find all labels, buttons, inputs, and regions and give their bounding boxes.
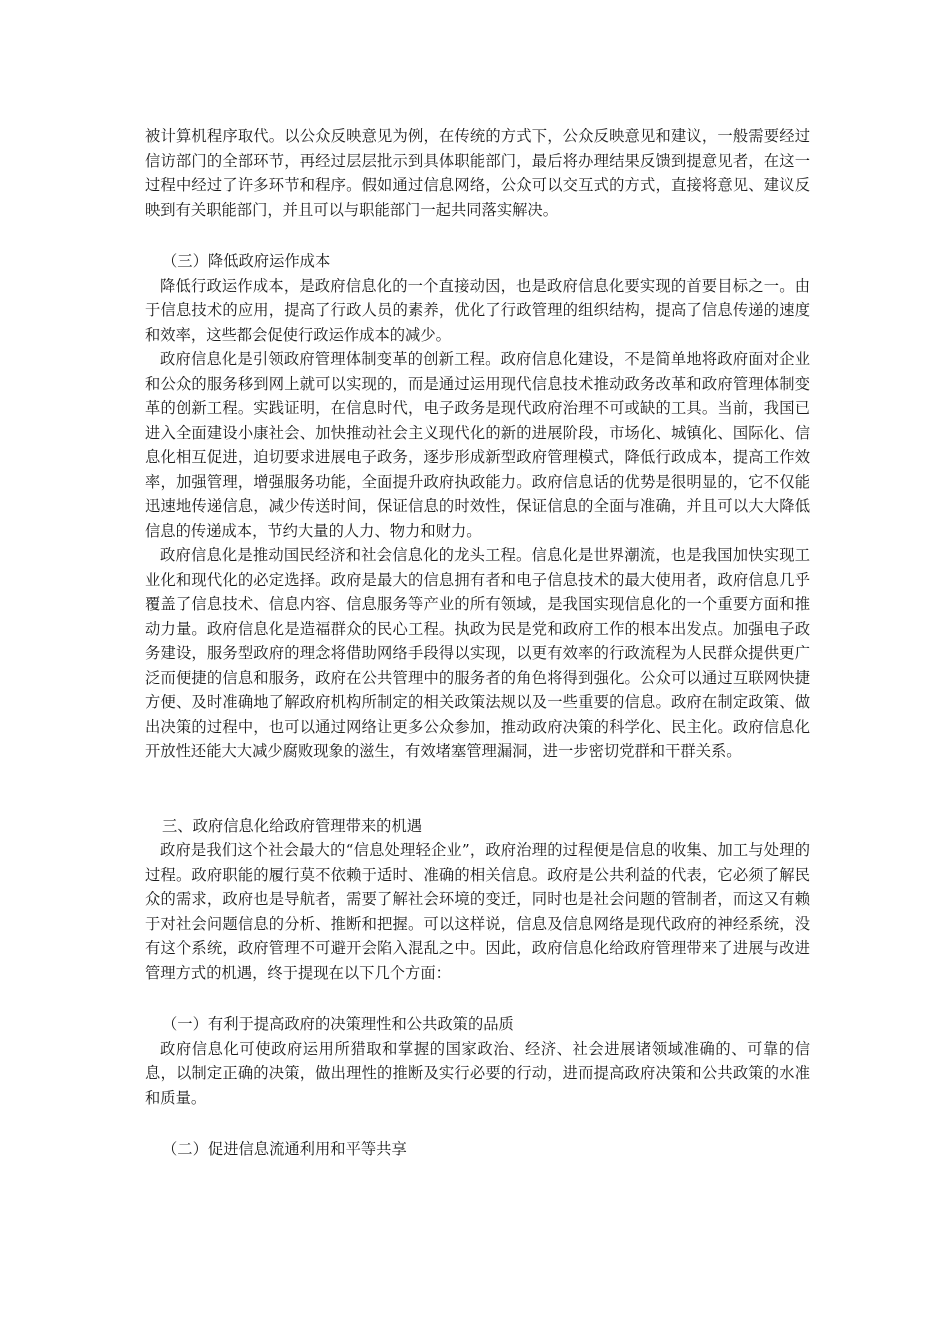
paragraph-innovation-project: 政府信息化是引领政府管理体制变革的创新工程。政府信息化建设，不是简单地将政府面对企业和公众的服务移到网上就可以实现的，而是通过运用现代信息技术推动政务改革和政府管理体制变革的创新工程。实践证明，在信息时代，电子政务是现代政府治理不可或缺的工具。当前，我国已进入全面建设小康社会、加快推动社会主义现代化的新的进展阶段，市场化、城镇化、国际化、信息化相互促进，迫切要求进展电子政务，逐步形成新型政府管理模式，降低行政成本，提高工作效率，加强管理，增强服务功能，全面提升政府执政能力。政府信息话的优势是很明显的，它不仅能迅速地传递信息，减少传送时间，保证信息的时效性，保证信息的全面与准确，并且可以大大降低信息的传递成本，节约大量的人力、物力和财力。 bbox=[145, 350, 810, 540]
section-heading-2: （二）促进信息流通利用和平等共享 bbox=[162, 1140, 407, 1158]
document-page bbox=[145, 124, 810, 1162]
spacer bbox=[145, 222, 810, 249]
section-heading-1: （一）有利于提高政府的决策理性和公共政策的品质 bbox=[162, 1015, 514, 1033]
section-heading-3: （三）降低政府运作成本 bbox=[162, 252, 331, 270]
paragraph-continued: 被计算机程序取代。以公众反映意见为例，在传统的方式下，公众反映意见和建议，一般需要经过信访部门的全部环节，再经过层层批示到具体职能部门，最后将办理结果反馈到提意见者，在这一过程中经过了许多环节和程序。假如通过信息网络，公众可以交互式的方式，直接将意见、建议反映到有关职能部门，并且可以与职能部门一起共同落实解决。 bbox=[145, 127, 810, 219]
chapter-heading-opportunities: 三、政府信息化给政府管理带来的机遇 bbox=[162, 816, 423, 835]
paragraph-cost-reduction: 降低行政运作成本，是政府信息化的一个直接动因，也是政府信息化要实现的首要目标之一。由于信息技术的应用，提高了行政人员的素养，优化了行政管理的组织结构，提高了信息传递的速度和效率，这些都会促使行政运作成本的减少。 bbox=[145, 276, 810, 344]
spacer bbox=[145, 764, 810, 814]
paragraph-decision-quality: 政府信息化可使政府运用所猎取和掌握的国家政治、经济、社会进展诸领域准确的、可靠的信息，以制定正确的决策，做出理性的推断及实行必要的行动，进而提高政府决策和公共政策的水准和质量。 bbox=[145, 1039, 810, 1107]
spacer bbox=[145, 985, 810, 1012]
paragraph-leading-project: 政府信息化是推动国民经济和社会信息化的龙头工程。信息化是世界潮流，也是我国加快实现工业化和现代化的必定选择。政府是最大的信息拥有者和电子信息技术的最大使用者，政府信息几乎覆盖了信息技术、信息内容、信息服务等产业的所有领域，是我国实现信息化的一个重要方面和推动力量。政府信息化是造福群众的民心工程。执政为民是党和政府工作的根本出发点。加强电子政务建设，服务型政府的理念将借助网络手段得以实现，以更有效率的行政流程为人民群众提供更广泛而便捷的信息和服务，政府在公共管理中的服务者的角色将得到强化。公众可以通过互联网快捷方便、及时准确地了解政府机构所制定的相关政策法规以及一些重要的信息。政府在制定政策、做出决策的过程中，也可以通过网络让更多公众参加，推动政府决策的科学化、民主化。政府信息化开放性还能大大减少腐败现象的滋生，有效堵塞管理漏洞，进一步密切党群和干群关系。 bbox=[145, 546, 810, 760]
paragraph-information-processing: 政府是我们这个社会最大的“信息处理轻企业”，政府治理的过程便是信息的收集、加工与处理的过程。政府职能的履行莫不依赖于适时、准确的相关信息。政府是公共利益的代表，它必须了解民众的需求，政府也是导航者，需要了解社会环境的变迁，同时也是社会问题的管制者，而这又有赖于对社会问题信息的分析、推断和把握。可以这样说，信息及信息网络是现代政府的神经系统，没有这个系统，政府管理不可避开会陷入混乱之中。因此，政府信息化给政府管理带来了进展与改进管理方式的机遇，终于提现在以下几个方面： bbox=[145, 841, 810, 982]
spacer bbox=[145, 1110, 810, 1137]
